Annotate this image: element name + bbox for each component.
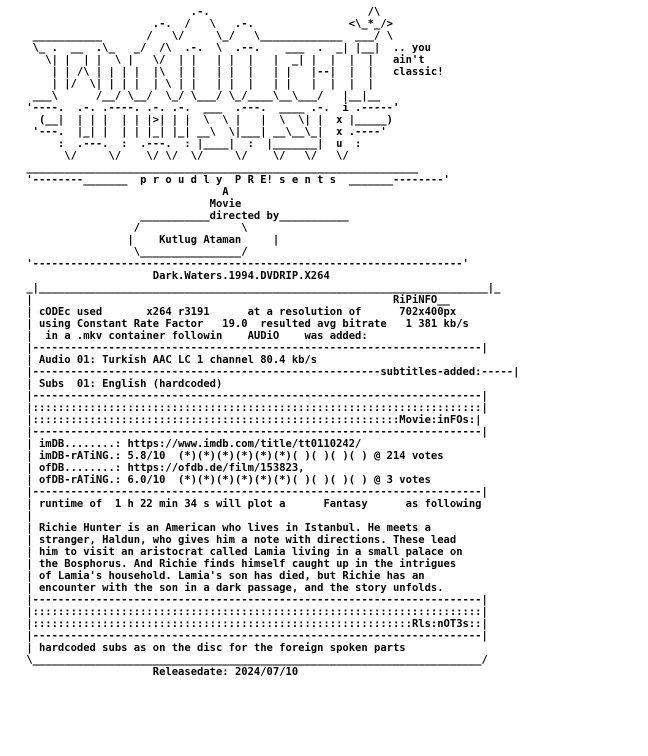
divider: |-----------------------------------------------------------------------| — [20, 342, 488, 354]
art-line: : .---. : .---. : |____| : |_______| u : — [20, 138, 362, 150]
divider: |:::::::::::::::::::::::::::::::::::::::::::::::::::::::::::::::::::::::| — [20, 606, 488, 618]
plot-line: | stranger, Haldun, who gives him a note with directions. These lead — [20, 534, 457, 546]
subtitles-header-line: |-------------------------------------------------------subtitles-added:-----| — [20, 366, 520, 378]
release-date-line — [20, 666, 519, 678]
movie-info-header: Movie:inFOs — [399, 414, 469, 426]
movie-info-header-line: |::::::::::::::::::::::::::::::::::::::::::::::::::::::::::Movie:inFOs:| — [20, 414, 482, 426]
divider: |:::::::::::::::::::::::::::::::::::::::::::::::::::::::::::::::::::::::| — [20, 402, 488, 414]
art-line: | |/ \| | | | | \ | | | | | | | | | | | — [20, 78, 375, 90]
rip-header: RiPiNFO__ — [392, 294, 450, 306]
plot-line: | Richie Hunter is an American who lives in Istanbul. He meets a — [20, 522, 431, 534]
art-line: '----. .-. .----. .-. .-. ___ .---. ____ .-. i .-----' — [20, 102, 400, 114]
art-line: ___\ /__/ \__/ \_/ \___/ \_/____\__\___/ |__|__ — [20, 90, 381, 102]
director-name: Kutlug Ataman — [159, 234, 242, 246]
credits-frame: '--------------------------------------------------------------------' — [20, 258, 469, 270]
art-line: \_ . __ .\_ _/ /\ .-. \ .--. ___ . _| |__| .. you — [20, 42, 431, 54]
plot-line: | him to visit an aristocrat called Lamia living in a small palace on — [20, 546, 463, 558]
credits-directed-by: ___________directed by___________ — [20, 210, 349, 222]
imdb-link[interactable]: https://www.imdb.com/title/tt0110242/ — [127, 438, 362, 450]
release-name-line — [20, 270, 519, 282]
release-name: Dark.Waters.1994.DVDRIP.X264 — [152, 270, 330, 282]
subs-line: | Subs 01: English (hardcoded) — [20, 378, 223, 390]
art-line: '--------_______ p r o u d l y P R E! s e n t s _______--------' — [20, 174, 450, 186]
credits-title: Movie — [209, 198, 242, 210]
notes-header-line: |::::::::::::::::::::::::::::::::::::::::::::::::::::::::::::Rls:nOT3s::| — [20, 618, 488, 630]
box-bottom-border: \_______________________________________________________________________/ — [20, 654, 488, 666]
audio-line: | Audio 01: Turkish AAC LC 1 channel 80.4 kb/s — [20, 354, 318, 366]
art-line: \/ \/ \/ \/ \/ \/ \/ \/ \/ — [20, 150, 349, 162]
tech-line: | using Constant Rate Factor 19.0 resulted avg bitrate 1 381 kb/s — [20, 318, 469, 330]
credits-subject: A — [222, 186, 229, 198]
credits-frame: / \ — [20, 222, 248, 234]
plot-line: | of Lamia's household. Lamia's son has died, but Richie has an — [20, 570, 425, 582]
art-line: '---. |_| | | | |_| |_| __\ \|___| __\__\_| x .----' — [20, 126, 387, 138]
credits-frame: \________________/ — [20, 246, 248, 258]
subtitles-header: subtitles-added: — [380, 366, 482, 378]
divider: |-----------------------------------------------------------------------| — [20, 630, 488, 642]
credits-director: | Kutlug Ataman | — [20, 234, 280, 246]
art-line: \| | | | \ | \/ | | | | | | _| | | | | ain't — [20, 54, 425, 66]
imdb-rating-line: | imDB-rATiNG.: 5.8/10 (*)(*)(*)(*)(*)(*)( )( )( )( ) @ 214 votes — [20, 450, 444, 462]
art-line: ______________________________________________________________ — [20, 162, 419, 174]
divider: |-----------------------------------------------------------------------| — [20, 594, 488, 606]
divider: |-----------------------------------------------------------------------| — [20, 426, 488, 438]
nfo-document — [20, 6, 519, 678]
art-line: ___________ / \/ \_/ \_____________ ___/ \ — [20, 30, 393, 42]
art-line: | | /\ | | | | |\ | | | | | | | |--| | | classic! — [20, 66, 444, 78]
tech-line: | in a .mkv container followin AUDiO was added: — [20, 330, 368, 342]
art-line: (__| | | | | | |>| | | \ \ | | \ \| | x |_____) — [20, 114, 393, 126]
divider: |-----------------------------------------------------------------------| — [20, 486, 488, 498]
spacer-line: | — [20, 510, 33, 522]
release-date: Releasedate: 2024/07/10 — [152, 666, 299, 678]
notes-header: Rls:nOT3s — [411, 618, 469, 630]
rip-header-line: | RiPiNFO__ — [20, 294, 450, 306]
plot-line: | encounter with the son in a dark passage, and the story unfolds. — [20, 582, 444, 594]
runtime-line: | runtime of 1 h 22 min 34 s will plot a Fantasy as following — [20, 498, 482, 510]
ofdb-link[interactable]: https://ofdb.de/film/153823, — [127, 462, 305, 474]
box-top-border: _|_______________________________________________________________________|_ — [20, 282, 501, 294]
ofdb-link-line: | ofDB........: https://ofdb.de/film/153823, — [20, 462, 305, 474]
art-line: .-. /\ — [20, 6, 381, 18]
imdb-link-line: | imDB........: https://www.imdb.com/title/tt0110242/ — [20, 438, 362, 450]
tech-line: | cODEc used x264 r3191 at a resolution of 702x400px — [20, 306, 457, 318]
plot-line: | the Bosphorus. And Richie finds himself caught up in the intrigues — [20, 558, 457, 570]
divider: |-----------------------------------------------------------------------| — [20, 390, 488, 402]
art-line: .-. / \ .-. <\_*_/> — [20, 18, 406, 30]
ofdb-rating-line: | ofDB-rATiNG.: 6.0/10 (*)(*)(*)(*)(*)(*)( )( )( )( ) @ 3 votes — [20, 474, 431, 486]
notes-line: | hardcoded subs as on the disc for the foreign spoken parts — [20, 642, 406, 654]
